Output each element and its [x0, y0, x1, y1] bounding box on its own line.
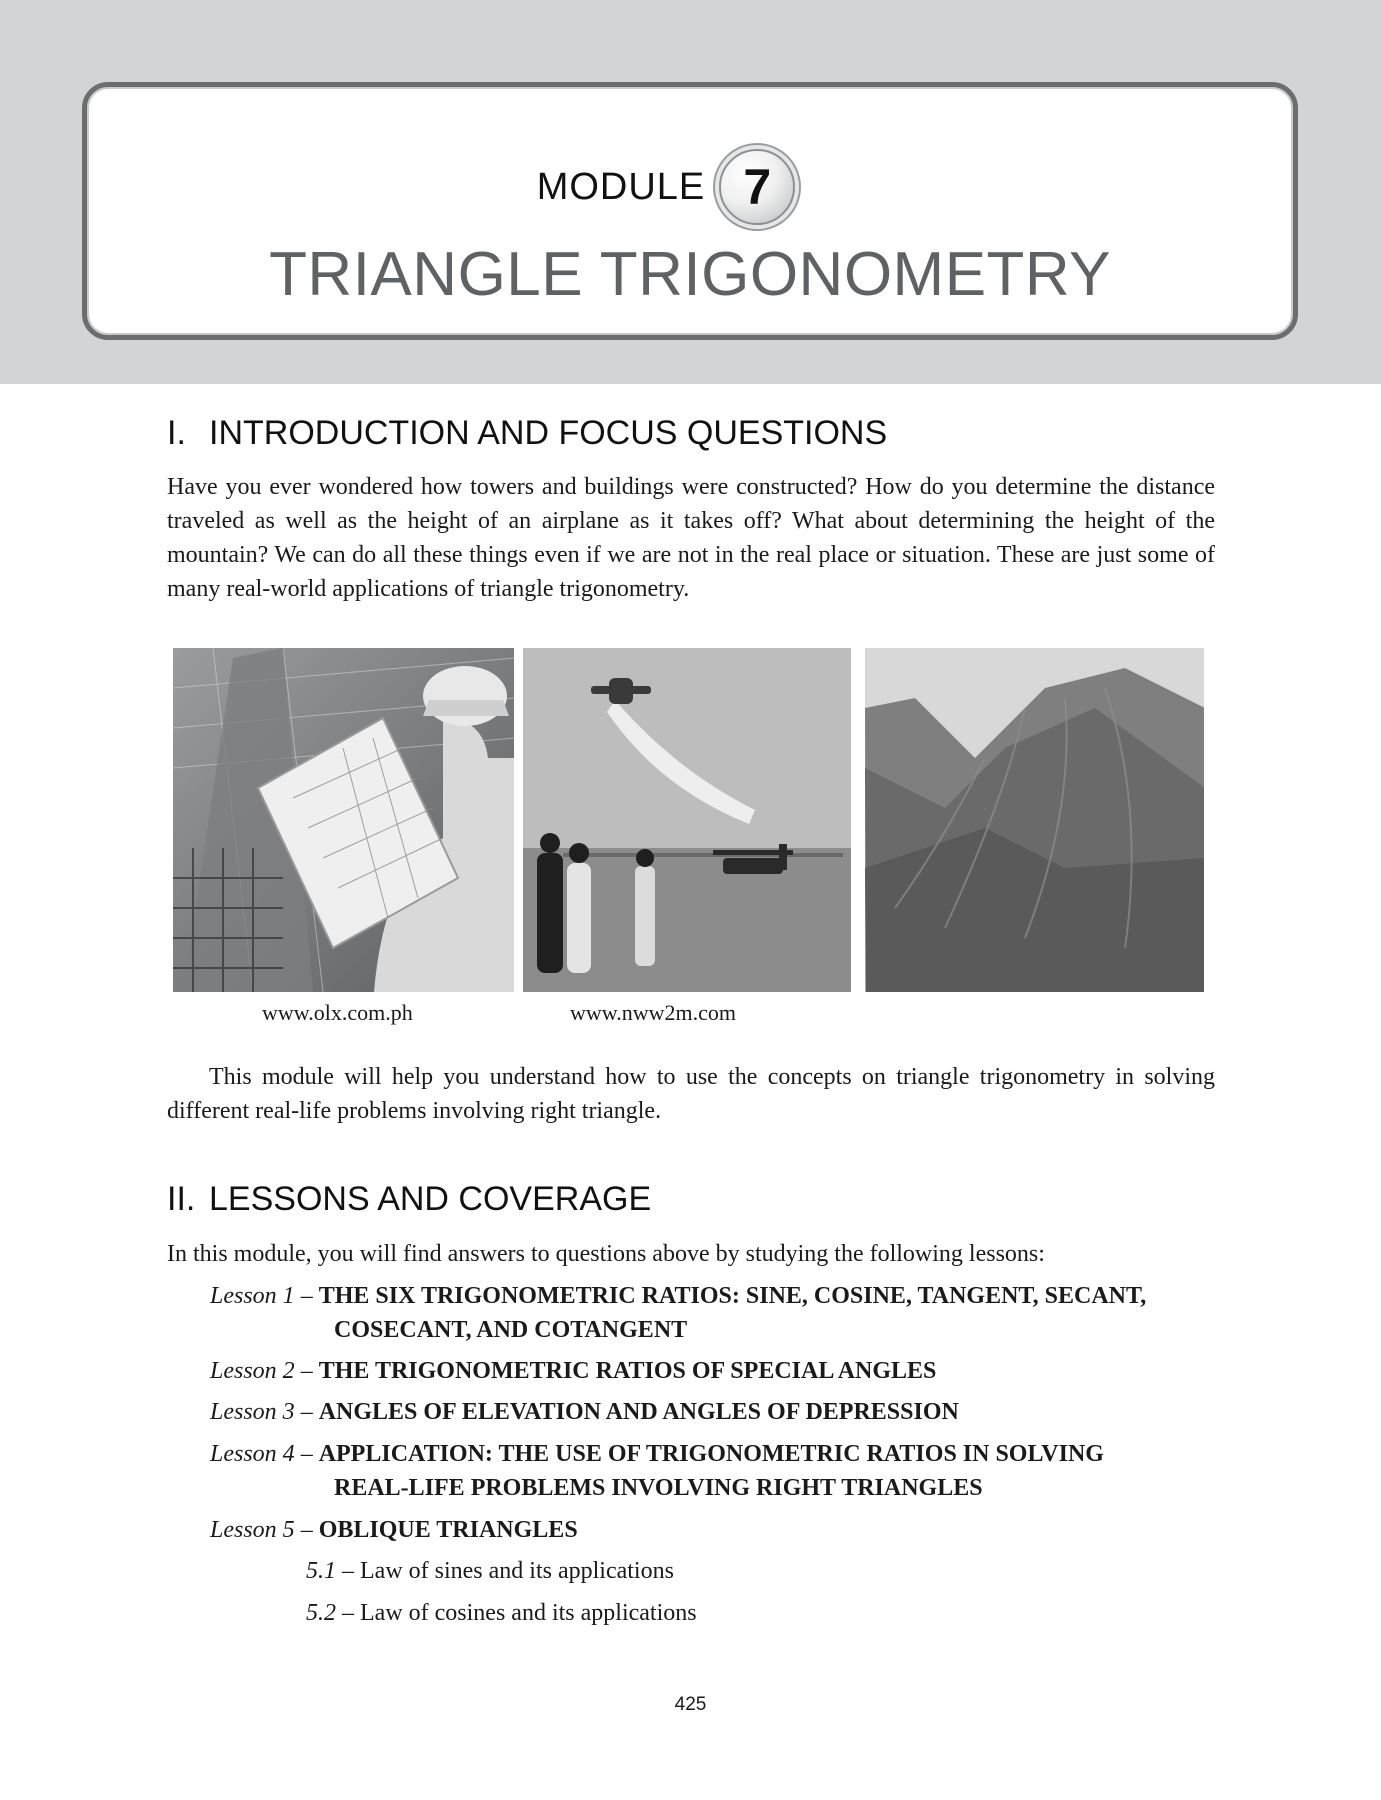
lesson-5 — [210, 1513, 578, 1547]
module-purpose-paragraph: This module will help you understand how to use the concepts on triangle trigonometry in solving different real-life problems involving right triangle. — [167, 1064, 1215, 1124]
lesson-label: Lesson 4 — [210, 1441, 295, 1467]
lesson-1 — [210, 1279, 1146, 1347]
lesson-title-continued: REAL-LIFE PROBLEMS INVOLVING RIGHT TRIANGLES — [334, 1475, 983, 1501]
module-number-badge: 7 — [719, 149, 795, 225]
mountain-photo — [865, 648, 1204, 992]
module-title-box — [82, 82, 1298, 340]
lesson-title: ANGLES OF ELEVATION AND ANGLES OF DEPRESSION — [318, 1399, 959, 1425]
sublesson-text: Law of cosines and its applications — [360, 1600, 697, 1626]
header-band — [0, 0, 1381, 384]
airplane-takeoff-photo — [523, 648, 851, 992]
sublesson-text: Law of sines and its applications — [360, 1558, 674, 1584]
sublesson-5-2 — [306, 1596, 697, 1630]
lesson-title: OBLIQUE TRIANGLES — [318, 1517, 578, 1543]
sublesson-separator: – — [336, 1558, 360, 1584]
module-title: TRIANGLE TRIGONOMETRY — [269, 240, 1111, 309]
photo-caption-1: www.olx.com.ph — [262, 1000, 413, 1025]
module-label: MODULE — [536, 165, 706, 208]
section-heading-lessons — [167, 1180, 651, 1219]
lesson-title: THE SIX TRIGONOMETRIC RATIOS: SINE, COSINE, TANGENT, SECANT, — [318, 1283, 1147, 1309]
sublesson-5-1 — [306, 1554, 674, 1588]
lesson-label: Lesson 3 — [210, 1399, 295, 1425]
lesson-separator: – — [294, 1517, 319, 1543]
lesson-separator: – — [294, 1399, 319, 1425]
module-line — [87, 145, 1293, 229]
sublesson-label: 5.2 — [306, 1600, 336, 1626]
lesson-4 — [210, 1437, 1104, 1505]
lesson-2 — [210, 1354, 936, 1388]
lesson-3 — [210, 1395, 959, 1429]
section-number: II. — [167, 1180, 196, 1218]
lesson-separator: – — [294, 1358, 319, 1384]
lesson-label: Lesson 5 — [210, 1517, 295, 1543]
lesson-label: Lesson 2 — [210, 1358, 295, 1384]
lesson-title: THE TRIGONOMETRIC RATIOS OF SPECIAL ANGLES — [318, 1358, 937, 1384]
section-heading-introduction — [167, 414, 887, 453]
lessons-intro: In this module, you will find answers to questions above by studying the following lessons: — [167, 1241, 1045, 1267]
intro-paragraph: Have you ever wondered how towers and buildings were constructed? How do you determine the distance traveled as well as the height of an airplane as it takes off? What about determining the height of the mountain? We can do all these things even if we are not in the real place or situation. These are just some of many real-world applications of triangle trigonometry. — [167, 474, 1215, 602]
lesson-separator: – — [294, 1441, 319, 1467]
page-number: 425 — [674, 1694, 707, 1715]
sublesson-separator: – — [336, 1600, 360, 1626]
lesson-separator: – — [294, 1283, 319, 1309]
lesson-label: Lesson 1 — [210, 1283, 295, 1309]
sublesson-label: 5.1 — [306, 1558, 336, 1584]
section-title: INTRODUCTION AND FOCUS QUESTIONS — [209, 414, 888, 452]
photo-caption-2: www.nww2m.com — [570, 1000, 736, 1025]
section-title: LESSONS AND COVERAGE — [209, 1180, 652, 1218]
lesson-title: APPLICATION: THE USE OF TRIGONOMETRIC RATIOS IN SOLVING — [318, 1441, 1104, 1467]
engineer-blueprint-photo — [173, 648, 514, 992]
lesson-title-continued: COSECANT, AND COTANGENT — [334, 1317, 688, 1343]
section-number: I. — [167, 414, 186, 452]
